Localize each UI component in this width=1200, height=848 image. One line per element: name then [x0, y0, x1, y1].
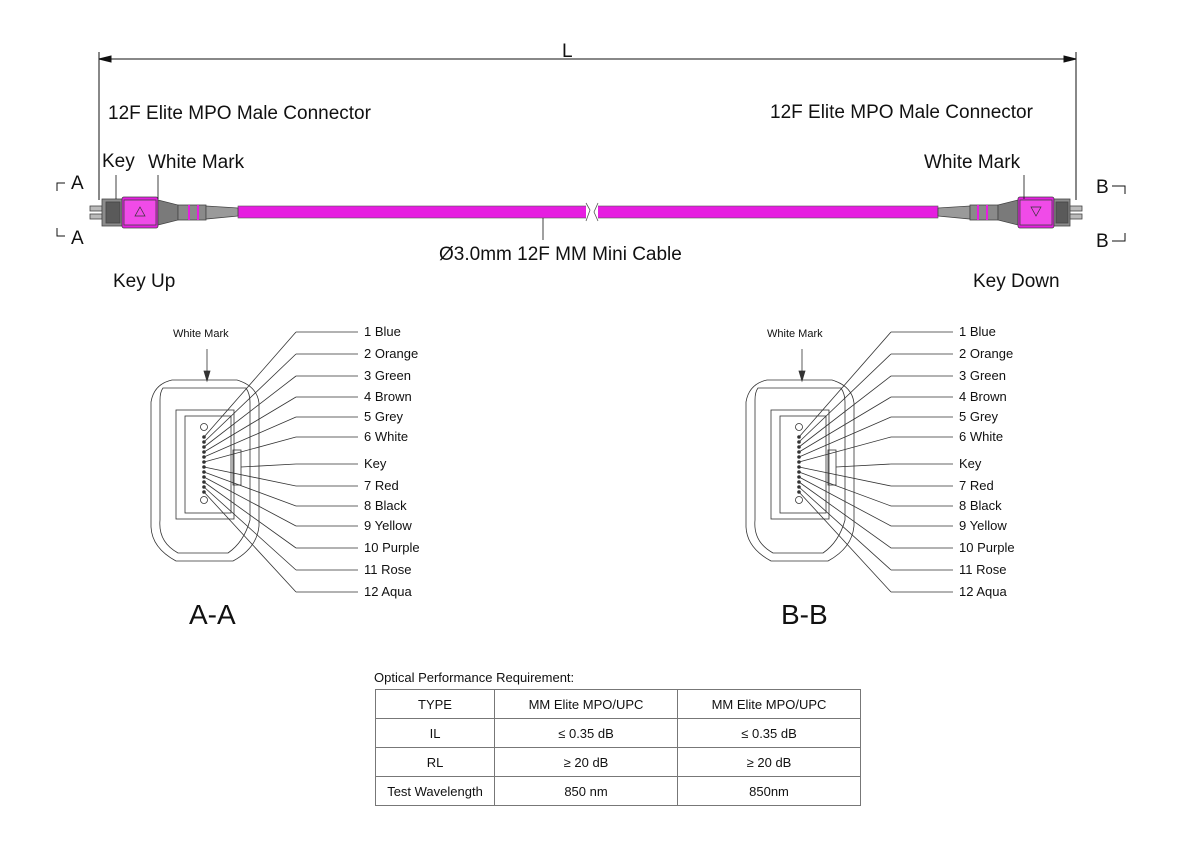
section-a-fiber-label: 3 Green: [364, 368, 411, 383]
performance-cell: Test Wavelength: [376, 777, 495, 806]
performance-cell: ≤ 0.35 dB: [495, 719, 678, 748]
performance-cell: TYPE: [376, 690, 495, 719]
performance-cell: 850nm: [678, 777, 861, 806]
section-a-fiber-label: 8 Black: [364, 498, 407, 513]
section-b-fiber-label: 3 Green: [959, 368, 1006, 383]
fiber-position-dot: [203, 491, 206, 494]
section-a-fiber-label: 4 Brown: [364, 389, 412, 404]
performance-table: [375, 689, 861, 806]
fiber-position-dot: [798, 471, 801, 474]
fiber-position-dot: [203, 471, 206, 474]
section-b-fiber-label: Key: [959, 456, 982, 471]
fiber-position-dot: [798, 486, 801, 489]
connector-a-white-mark-label: White Mark: [148, 152, 245, 173]
section-b-fiber-label: 5 Grey: [959, 409, 999, 424]
connector-b-title: 12F Elite MPO Male Connector: [770, 102, 1033, 123]
connector-b-white-mark-label: White Mark: [924, 152, 1021, 173]
section-b-fiber-label: 11 Rose: [959, 562, 1007, 577]
section-a-fiber-label: 9 Yellow: [364, 518, 412, 533]
fiber-position-dot: [798, 456, 801, 459]
section-a-white-mark-label: White Mark: [173, 328, 229, 340]
performance-cell: IL: [376, 719, 495, 748]
fiber-position-dot: [798, 436, 801, 439]
performance-row: [376, 748, 861, 777]
fiber-position-dot: [203, 486, 206, 489]
section-marker-a-top: A: [71, 173, 84, 194]
fiber-position-dot: [203, 461, 206, 464]
fiber-position-dot: [798, 451, 801, 454]
section-a-caption: A-A: [189, 599, 236, 630]
cable: [238, 203, 938, 240]
section-b-fiber-label: 2 Orange: [959, 346, 1014, 361]
performance-row: [376, 777, 861, 806]
section-a-fiber-label: 1 Blue: [364, 324, 401, 339]
fiber-position-dot: [798, 466, 801, 469]
fiber-position-dot: [203, 436, 206, 439]
section-a-fiber-label: 6 White: [364, 429, 409, 444]
fiber-position-dot: [798, 491, 801, 494]
performance-cell: MM Elite MPO/UPC: [678, 690, 861, 719]
section-a-fiber-label: 5 Grey: [364, 409, 404, 424]
section-a-fiber-label: 12 Aqua: [364, 584, 412, 599]
section-b-fiber-label: 6 White: [959, 429, 1004, 444]
length-dimension: [99, 52, 1076, 200]
section-a-fiber-label: 7 Red: [364, 478, 399, 493]
connector-a-orientation: Key Up: [113, 271, 176, 292]
fiber-position-dot: [203, 446, 206, 449]
section-b-fiber-label: 8 Black: [959, 498, 1002, 513]
section-b-fiber-label: 1 Blue: [959, 324, 996, 339]
section-b-white-mark-label: White Mark: [767, 328, 823, 340]
performance-row: [376, 690, 861, 719]
section-b-fiber-label: 9 Yellow: [959, 518, 1007, 533]
fiber-position-dot: [203, 441, 206, 444]
fiber-position-dot: [798, 481, 801, 484]
section-a-fiber-label: 10 Purple: [364, 540, 420, 555]
section-b-fiber-label: 12 Aqua: [959, 584, 1007, 599]
section-b-drawing: [746, 332, 953, 592]
fiber-position-dot: [798, 461, 801, 464]
performance-title: Optical Performance Requirement:: [374, 670, 575, 685]
section-b-fiber-label: 4 Brown: [959, 389, 1007, 404]
performance-cell: ≥ 20 dB: [678, 748, 861, 777]
fiber-leader-line: [836, 464, 891, 467]
section-a-fiber-label: 11 Rose: [364, 562, 412, 577]
fiber-position-dot: [798, 446, 801, 449]
fiber-position-dot: [203, 476, 206, 479]
section-b-caption: B-B: [781, 599, 828, 630]
fiber-position-dot: [798, 476, 801, 479]
performance-row: [376, 719, 861, 748]
fiber-position-dot: [203, 456, 206, 459]
performance-cell: ≥ 20 dB: [495, 748, 678, 777]
length-label: L: [562, 41, 573, 62]
performance-cell: MM Elite MPO/UPC: [495, 690, 678, 719]
connector-a-title: 12F Elite MPO Male Connector: [108, 103, 371, 124]
fiber-position-dot: [203, 466, 206, 469]
fiber-position-dot: [203, 451, 206, 454]
section-marker-a: [57, 183, 65, 236]
section-a-drawing: [151, 332, 358, 592]
fiber-position-dot: [203, 481, 206, 484]
connector-a-key-label: Key: [102, 151, 135, 172]
performance-cell: 850 nm: [495, 777, 678, 806]
performance-cell: ≤ 0.35 dB: [678, 719, 861, 748]
connector-a: [90, 175, 238, 228]
section-a-fiber-label: 2 Orange: [364, 346, 419, 361]
section-b-fiber-label: 7 Red: [959, 478, 994, 493]
section-marker-b-top: B: [1096, 177, 1109, 198]
section-marker-a-bottom: A: [71, 228, 84, 249]
section-b-fiber-label: 10 Purple: [959, 540, 1015, 555]
connector-b: [938, 175, 1082, 228]
connector-b-orientation: Key Down: [973, 271, 1060, 292]
fiber-leader-line: [241, 464, 296, 467]
cable-label: Ø3.0mm 12F MM Mini Cable: [439, 244, 682, 265]
section-a-fiber-label: Key: [364, 456, 387, 471]
fiber-position-dot: [798, 441, 801, 444]
section-marker-b-bottom: B: [1096, 231, 1109, 252]
performance-cell: RL: [376, 748, 495, 777]
section-marker-b: [1112, 186, 1125, 241]
